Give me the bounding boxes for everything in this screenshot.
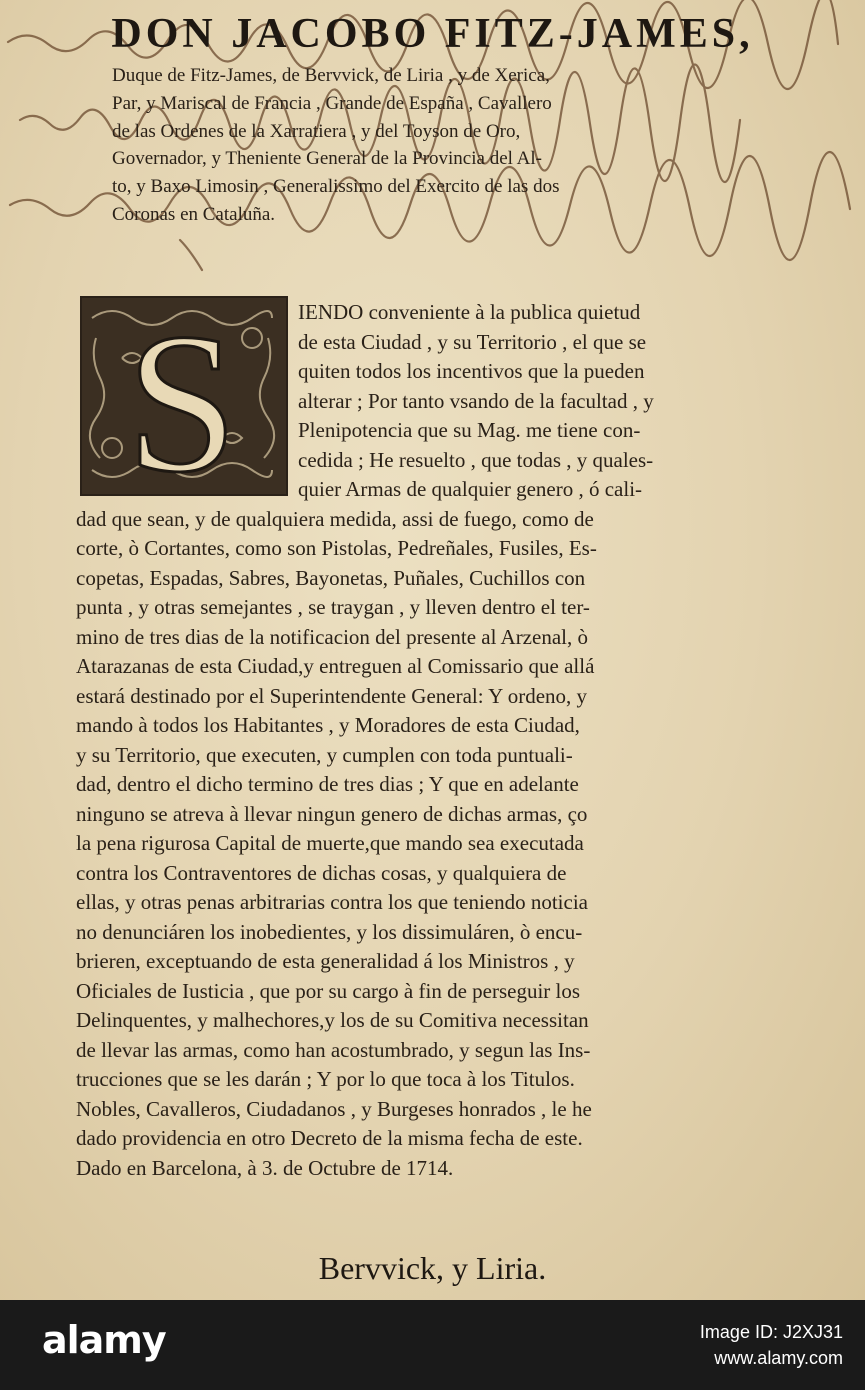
body-line: cedida ; He resuelto , que todas , y quales-	[298, 447, 654, 472]
body-line: Nobles, Cavalleros, Ciudadanos , y Burgeses honrados , le he	[76, 1096, 592, 1121]
body-line: Oficiales de Iusticia , que por su cargo à fin de perseguir los	[76, 978, 581, 1003]
body-line: estará destinado por el Superintendente General: Y ordeno, y	[76, 683, 588, 708]
body-line: contra los Contraventores de dichas cosas, y qualquiera de	[76, 860, 567, 885]
body-line: y su Territorio, que executen, y cumplen con toda puntuali-	[76, 742, 573, 767]
body-line: la pena rigurosa Capital de muerte,que mando sea executada	[76, 831, 584, 855]
body-line: quiten todos los incentivos que la pueden	[298, 359, 645, 383]
body-line: ninguno se atreva à llevar ningun genero de dichas armas, ço	[76, 801, 588, 826]
body-line: corte, ò Cortantes, como son Pistolas, Pedreñales, Fusiles, Es-	[76, 536, 597, 560]
image-id-label: Image ID: J2XJ31	[699, 1322, 843, 1342]
subtitle-line: Coronas en Cataluña.	[112, 203, 276, 225]
subtitle-line: to, y Baxo Limosin , Generalissimo del Exercito de las dos	[112, 176, 560, 198]
body-line: no denunciáren los inobedientes, y los dissimuláren, ò encu-	[76, 919, 583, 944]
subtitle-line: Duque de Fitz-James, de Bervvick, de Liria , y de Xerica,	[112, 65, 550, 86]
subtitle-line: Governador, y Theniente General de la Provincia del Al-	[112, 148, 542, 170]
body-line: copetas, Espadas, Sabres, Bayonetas, Puñales, Cuchillos con	[76, 565, 586, 590]
body-line: dad, dentro el dicho termino de tres dias ; Y que en adelante	[76, 772, 579, 796]
subtitle-line: Par, y Mariscal de Francia , Grande de España , Cavallero	[112, 92, 552, 114]
site-url: www.alamy.com	[714, 1348, 843, 1368]
subtitle-line: de las Ordenes de la Xarratiera , y del Toyson de Oro,	[112, 120, 521, 142]
body-line: brieren, exceptuando de esta generalidad á los Ministros , y	[76, 949, 575, 973]
svg-text:S: S	[126, 298, 238, 490]
body-line: mando à todos los Habitantes , y Moradores de esta Ciudad,	[76, 713, 580, 737]
body-line: dado providencia en otro Decreto de la misma fecha de este.	[76, 1126, 583, 1150]
body-line: ellas, y otras penas arbitrarias contra los que teniendo noticia	[76, 890, 588, 914]
body-line: de llevar las armas, como han acostumbrado, y segun las Ins-	[76, 1037, 591, 1062]
alamy-logo: alamy	[42, 1318, 166, 1362]
body-line: Atarazanas de esta Ciudad,y entreguen al Comissario que allá	[76, 654, 595, 678]
body-line: de esta Ciudad , y su Territorio , el que se	[298, 329, 647, 354]
decree-title: DON JACOBO FITZ-JAMES,	[111, 11, 754, 57]
body-line: quier Armas de qualquier genero , ó cali-	[298, 477, 643, 501]
body-line: mino de tres dias de la notificacion del presente al Arzenal, ò	[76, 624, 588, 649]
body-line: Plenipotencia que su Mag. me tiene con-	[298, 418, 641, 442]
body-line: punta , y otras semejantes , se traygan , y lleven dentro el ter-	[76, 595, 590, 619]
body-line: Delinquentes, y malhechores,y los de su Comitiva necessitan	[76, 1008, 589, 1032]
signature: Bervvick, y Liria.	[318, 1250, 547, 1286]
body-line: IENDO conveniente à la publica quietud	[298, 300, 641, 324]
date-line: Dado en Barcelona, à 3. de Octubre de 1714.	[76, 1155, 454, 1180]
decree-body	[76, 298, 798, 1183]
body-line: dad que sean, y de qualquiera medida, assi de fuego, como de	[76, 506, 594, 531]
titles-paragraph	[112, 62, 802, 229]
body-line: alterar ; Por tanto vsando de la facultad , y	[298, 388, 654, 413]
body-line: trucciones que se les darán ; Y por lo que toca à los Titulos.	[76, 1067, 575, 1091]
